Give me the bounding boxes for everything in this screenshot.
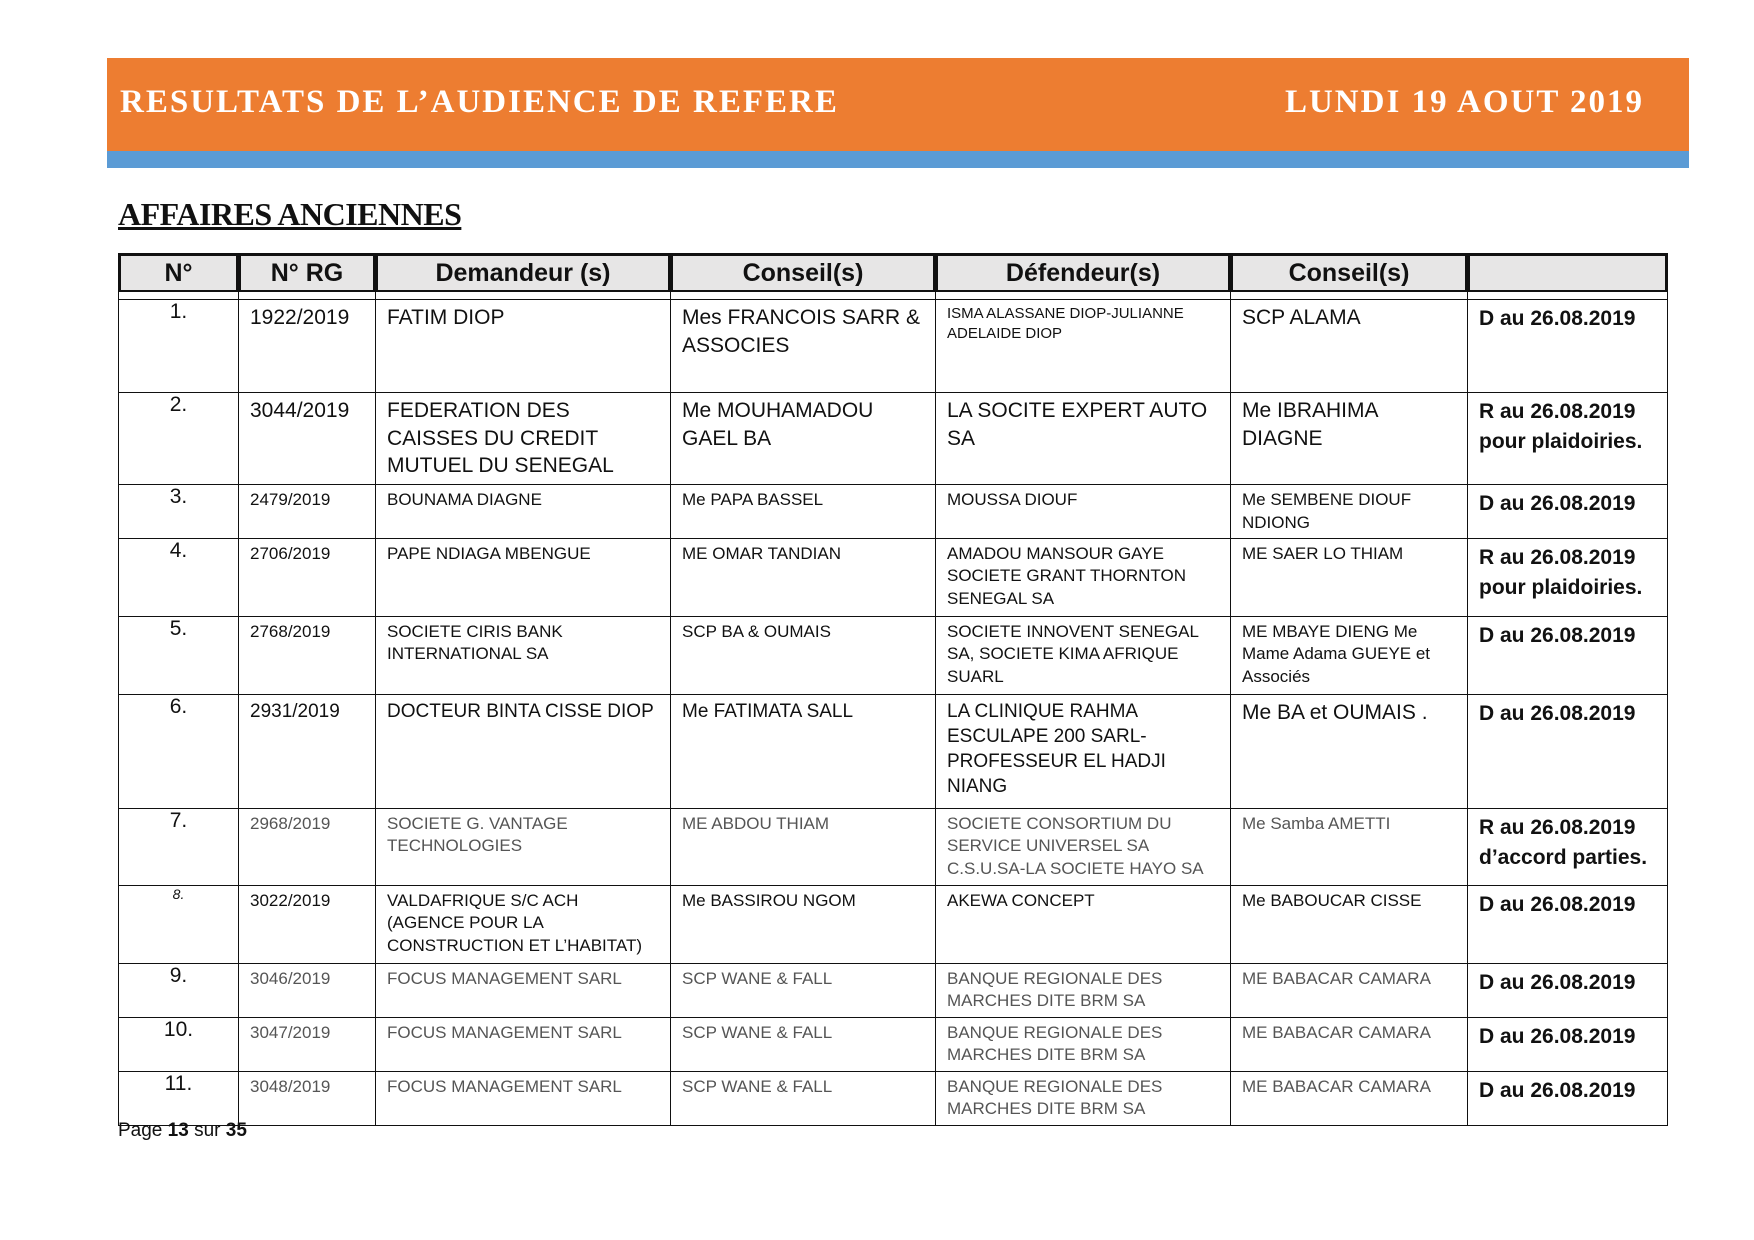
case-demandeur: VALDAFRIQUE S/C ACH (AGENCE POUR LA CONSTRUCTION ET L’HABITAT) — [376, 886, 671, 964]
page-label: Page — [118, 1120, 163, 1141]
table-row — [119, 539, 1668, 617]
case-number: 8. — [119, 886, 239, 964]
case-decision: D au 26.08.2019 — [1468, 1017, 1668, 1071]
case-decision: D au 26.08.2019 — [1468, 964, 1668, 1018]
case-conseil-defendeur: ME BABACAR CAMARA — [1231, 964, 1468, 1018]
page-footer — [118, 1120, 247, 1142]
case-number: 2. — [119, 393, 239, 485]
case-conseil-demandeur: Me MOUHAMADOU GAEL BA — [671, 393, 936, 485]
hearing-date: LUNDI 19 AOUT 2019 — [1284, 84, 1644, 120]
case-rg: 3022/2019 — [239, 886, 376, 964]
table-header-row — [119, 254, 1668, 300]
case-defendeur: SOCIETE INNOVENT SENEGAL SA, SOCIETE KIMA AFRIQUE SUARL — [936, 617, 1231, 695]
case-number: 6. — [119, 695, 239, 809]
case-conseil-demandeur: ME ABDOU THIAM — [671, 809, 936, 886]
case-defendeur: AMADOU MANSOUR GAYE SOCIETE GRANT THORNTON SENEGAL SA — [936, 539, 1231, 617]
case-conseil-demandeur: Me FATIMATA SALL — [671, 695, 936, 809]
table-row — [119, 617, 1668, 695]
page-total: 35 — [225, 1120, 247, 1141]
table-row — [119, 393, 1668, 485]
case-rg: 2968/2019 — [239, 809, 376, 886]
case-conseil-demandeur: Mes FRANCOIS SARR & ASSOCIES — [671, 300, 936, 393]
case-demandeur: PAPE NDIAGA MBENGUE — [376, 539, 671, 617]
section-title: AFFAIRES ANCIENNES — [118, 196, 462, 232]
table-row — [119, 695, 1668, 809]
case-conseil-defendeur: Me Samba AMETTI — [1231, 809, 1468, 886]
header-stripe — [107, 151, 1689, 168]
page-separator: sur — [194, 1120, 221, 1141]
table-row — [119, 809, 1668, 886]
case-decision: D au 26.08.2019 — [1468, 886, 1668, 964]
case-number: 9. — [119, 964, 239, 1018]
case-conseil-defendeur: SCP ALAMA — [1231, 300, 1468, 393]
case-demandeur: BOUNAMA DIAGNE — [376, 485, 671, 539]
column-header-decision — [1468, 254, 1668, 300]
case-number: 5. — [119, 617, 239, 695]
case-conseil-defendeur: Me SEMBENE DIOUF NDIONG — [1231, 485, 1468, 539]
case-conseil-demandeur: ME OMAR TANDIAN — [671, 539, 936, 617]
case-rg: 3044/2019 — [239, 393, 376, 485]
case-number: 7. — [119, 809, 239, 886]
case-conseil-defendeur: ME SAER LO THIAM — [1231, 539, 1468, 617]
cases-table — [118, 253, 1668, 1126]
case-conseil-defendeur: ME MBAYE DIENG Me Mame Adama GUEYE et Associés — [1231, 617, 1468, 695]
case-rg: 3046/2019 — [239, 964, 376, 1018]
column-header-conseil-demandeur: Conseil(s) — [671, 254, 936, 300]
case-defendeur: BANQUE REGIONALE DES MARCHES DITE BRM SA — [936, 964, 1231, 1018]
case-defendeur: ISMA ALASSANE DIOP-JULIANNE ADELAIDE DIOP — [936, 300, 1231, 393]
case-rg: 3047/2019 — [239, 1017, 376, 1071]
case-defendeur: AKEWA CONCEPT — [936, 886, 1231, 964]
case-decision: D au 26.08.2019 — [1468, 485, 1668, 539]
page-current: 13 — [167, 1120, 189, 1141]
case-defendeur: SOCIETE CONSORTIUM DU SERVICE UNIVERSEL SA C.S.U.SA-LA SOCIETE HAYO SA — [936, 809, 1231, 886]
case-rg: 2706/2019 — [239, 539, 376, 617]
case-decision: R au 26.08.2019 d’accord parties. — [1468, 809, 1668, 886]
case-conseil-demandeur: SCP WANE & FALL — [671, 1071, 936, 1125]
case-conseil-defendeur: Me BABOUCAR CISSE — [1231, 886, 1468, 964]
case-conseil-demandeur: SCP BA & OUMAIS — [671, 617, 936, 695]
case-demandeur: SOCIETE G. VANTAGE TECHNOLOGIES — [376, 809, 671, 886]
case-conseil-defendeur: Me BA et OUMAIS . — [1231, 695, 1468, 809]
case-demandeur: FATIM DIOP — [376, 300, 671, 393]
case-rg: 2768/2019 — [239, 617, 376, 695]
case-conseil-defendeur: Me IBRAHIMA DIAGNE — [1231, 393, 1468, 485]
case-decision: R au 26.08.2019 pour plaidoiries. — [1468, 539, 1668, 617]
table-row — [119, 886, 1668, 964]
column-header-rg: N° RG — [239, 254, 376, 300]
table-row — [119, 964, 1668, 1018]
case-rg: 1922/2019 — [239, 300, 376, 393]
case-conseil-demandeur: Me PAPA BASSEL — [671, 485, 936, 539]
case-conseil-demandeur: SCP WANE & FALL — [671, 1017, 936, 1071]
case-defendeur: BANQUE REGIONALE DES MARCHES DITE BRM SA — [936, 1071, 1231, 1125]
case-demandeur: FOCUS MANAGEMENT SARL — [376, 1071, 671, 1125]
case-rg: 3048/2019 — [239, 1071, 376, 1125]
case-conseil-defendeur: ME BABACAR CAMARA — [1231, 1017, 1468, 1071]
table-row — [119, 300, 1668, 393]
case-number: 11. — [119, 1071, 239, 1125]
column-header-num: N° — [119, 254, 239, 300]
case-number: 3. — [119, 485, 239, 539]
case-defendeur: LA SOCITE EXPERT AUTO SA — [936, 393, 1231, 485]
case-demandeur: FOCUS MANAGEMENT SARL — [376, 964, 671, 1018]
case-number: 10. — [119, 1017, 239, 1071]
table-row — [119, 485, 1668, 539]
case-conseil-demandeur: Me BASSIROU NGOM — [671, 886, 936, 964]
case-number: 1. — [119, 300, 239, 393]
case-defendeur: BANQUE REGIONALE DES MARCHES DITE BRM SA — [936, 1017, 1231, 1071]
case-decision: D au 26.08.2019 — [1468, 617, 1668, 695]
case-decision: D au 26.08.2019 — [1468, 1071, 1668, 1125]
case-defendeur: MOUSSA DIOUF — [936, 485, 1231, 539]
case-decision: D au 26.08.2019 — [1468, 695, 1668, 809]
case-rg: 2479/2019 — [239, 485, 376, 539]
header-banner — [107, 58, 1689, 151]
column-header-defendeur: Défendeur(s) — [936, 254, 1231, 300]
column-header-demandeur: Demandeur (s) — [376, 254, 671, 300]
case-conseil-defendeur: ME BABACAR CAMARA — [1231, 1071, 1468, 1125]
table-row — [119, 1071, 1668, 1125]
document-title: RESULTATS DE L’AUDIENCE DE REFERE — [120, 84, 839, 120]
column-header-conseil-defendeur: Conseil(s) — [1231, 254, 1468, 300]
case-decision: R au 26.08.2019 pour plaidoiries. — [1468, 393, 1668, 485]
case-defendeur: LA CLINIQUE RAHMA ESCULAPE 200 SARL- PROFESSEUR EL HADJI NIANG — [936, 695, 1231, 809]
case-demandeur: DOCTEUR BINTA CISSE DIOP — [376, 695, 671, 809]
case-demandeur: FOCUS MANAGEMENT SARL — [376, 1017, 671, 1071]
case-demandeur: FEDERATION DES CAISSES DU CREDIT MUTUEL DU SENEGAL — [376, 393, 671, 485]
case-number: 4. — [119, 539, 239, 617]
case-decision: D au 26.08.2019 — [1468, 300, 1668, 393]
table-row — [119, 1017, 1668, 1071]
case-rg: 2931/2019 — [239, 695, 376, 809]
case-demandeur: SOCIETE CIRIS BANK INTERNATIONAL SA — [376, 617, 671, 695]
case-conseil-demandeur: SCP WANE & FALL — [671, 964, 936, 1018]
